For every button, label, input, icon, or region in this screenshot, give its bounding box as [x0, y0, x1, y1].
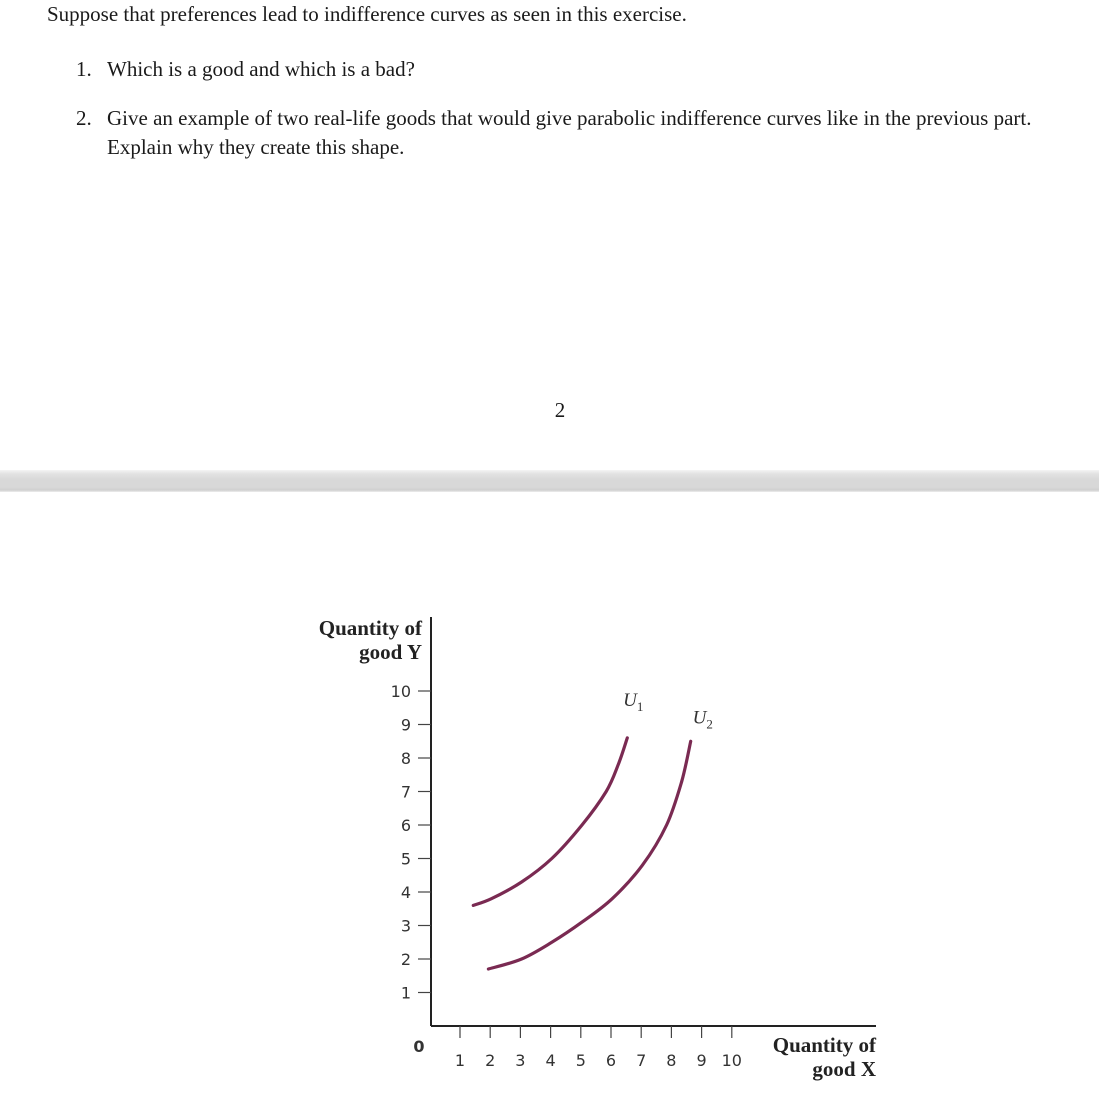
indifference-curve-u2	[488, 741, 690, 969]
y-tick-label: 8	[400, 749, 411, 768]
y-tick-label: 4	[400, 883, 411, 902]
y-tick-label: 10	[390, 682, 411, 701]
y-tick-label: 2	[400, 950, 411, 969]
x-tick-label: 2	[485, 1051, 496, 1070]
y-tick-label: 1	[400, 983, 411, 1003]
exercise-intro: Suppose that preferences lead to indifference curves as seen in this exercise.	[47, 2, 687, 26]
y-tick-label: 6	[400, 816, 411, 835]
x-tick-label: 8	[666, 1051, 677, 1070]
x-tick-label: 4	[545, 1051, 556, 1070]
y-axis-title-line2: good Y	[359, 640, 422, 664]
x-tick-label: 7	[636, 1051, 647, 1070]
origin-label: 0	[413, 1037, 425, 1056]
question-number: 1.	[76, 57, 92, 81]
x-tick-label: 3	[515, 1051, 526, 1070]
y-tick-label: 7	[400, 782, 411, 802]
question-text: Give an example of two real-life goods that would give parabolic indifference curves like in the previous part. Explain why they create this shape.	[107, 106, 1032, 159]
chart-axes	[418, 617, 876, 1038]
x-tick-label: 5	[575, 1051, 586, 1070]
x-tick-label: 1	[454, 1051, 466, 1070]
curve-label-subscript: 2	[706, 716, 713, 732]
curve-label-u1	[623, 690, 643, 714]
x-axis-title-line1: Quantity of	[772, 1033, 876, 1057]
question-number: 2.	[76, 106, 92, 130]
chart-labels	[319, 616, 877, 1081]
question-text: Which is a good and which is a bad?	[107, 57, 415, 81]
chart-curves	[473, 738, 690, 969]
y-tick-label: 9	[400, 715, 411, 735]
x-tick-label: 9	[696, 1051, 707, 1070]
curve-label-subscript: 1	[636, 698, 644, 714]
y-axis-title-line1: Quantity of	[318, 616, 422, 640]
x-tick-label: 6	[605, 1051, 617, 1070]
curve-label-letter: U	[623, 689, 637, 711]
y-tick-label: 5	[400, 849, 411, 869]
indifference-curve-u1	[473, 738, 627, 906]
page-number: 2	[554, 398, 566, 422]
x-tick-label: 10	[721, 1051, 742, 1070]
curve-label-u2	[693, 707, 713, 731]
y-tick-label: 3	[400, 916, 411, 936]
x-axis-title-line2: good X	[812, 1057, 876, 1081]
curve-label-letter: U	[692, 707, 707, 729]
